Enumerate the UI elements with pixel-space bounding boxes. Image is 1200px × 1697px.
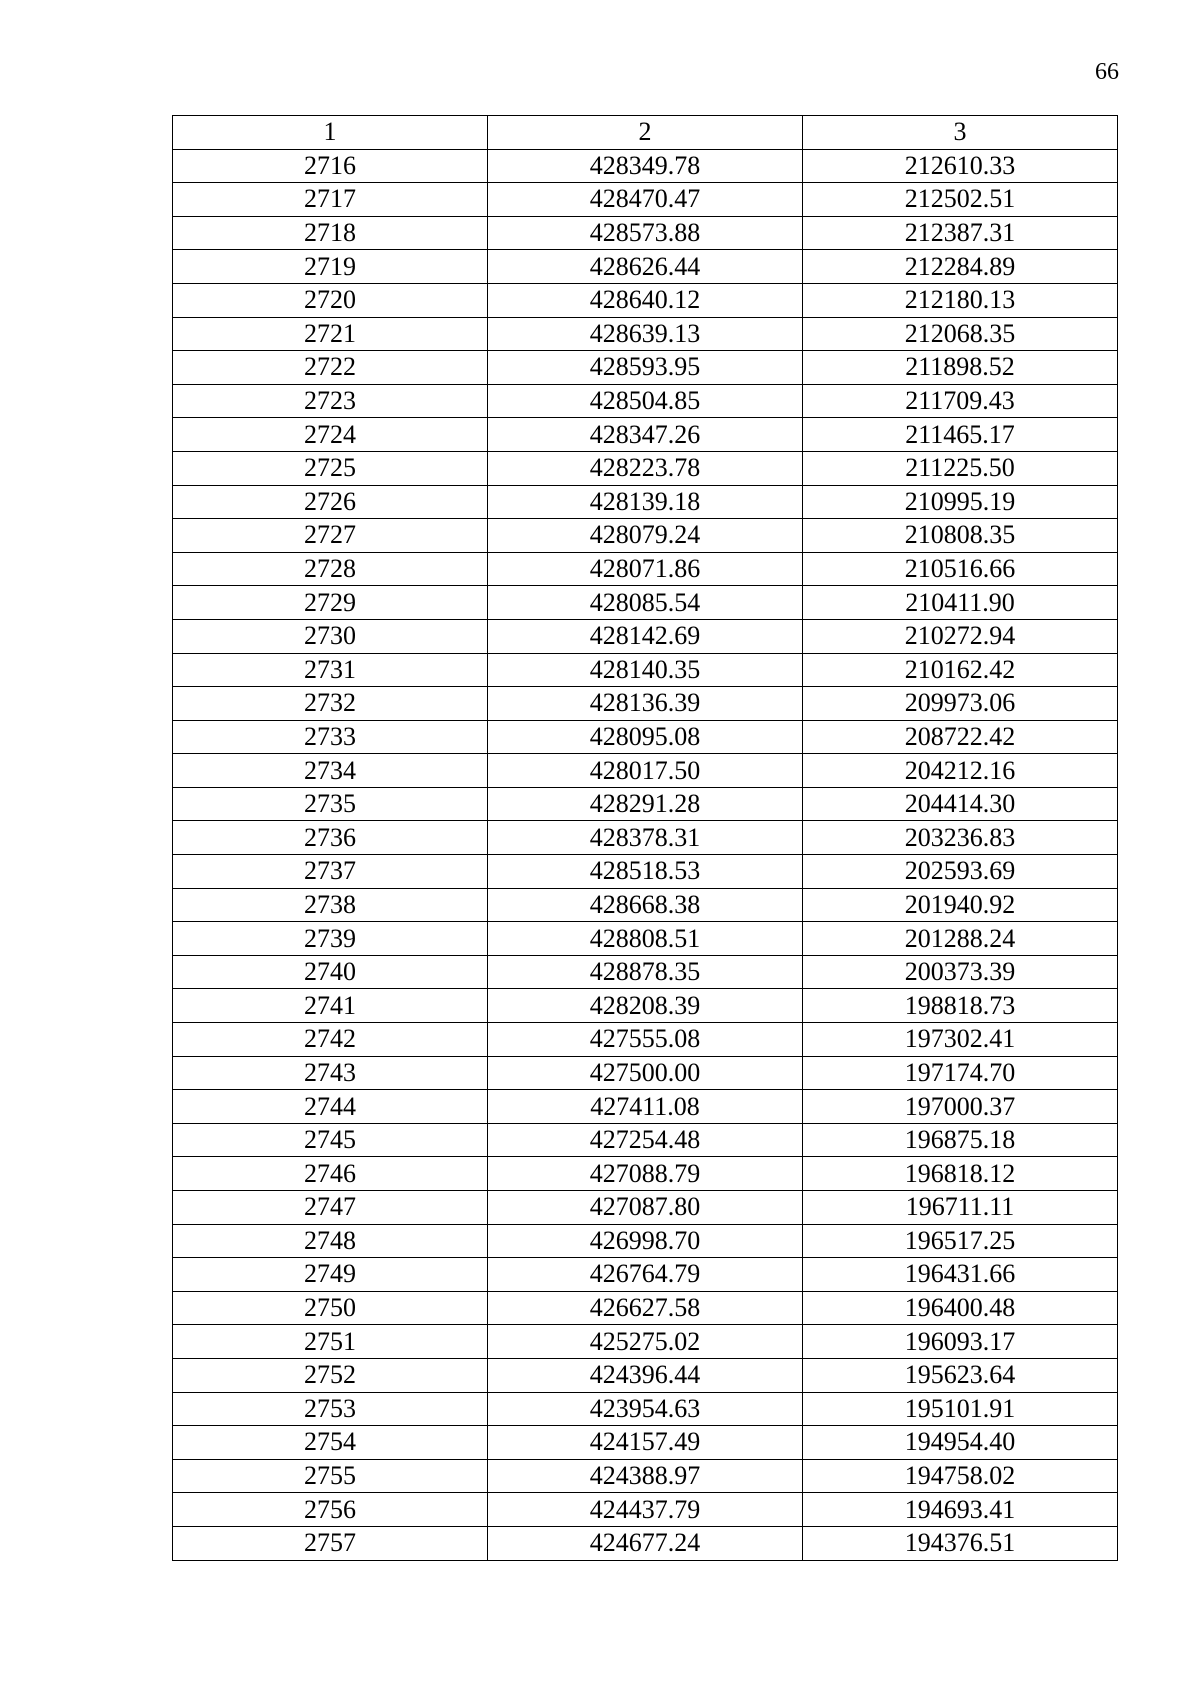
y-coordinate-cell: 198818.73: [803, 989, 1118, 1023]
table-row: [173, 720, 1118, 754]
table-row: [173, 821, 1118, 855]
point-number-cell: 2737: [173, 855, 488, 889]
table-row: [173, 183, 1118, 217]
point-number-cell: 2738: [173, 888, 488, 922]
x-coordinate-cell: 428518.53: [488, 855, 803, 889]
y-coordinate-cell: 212502.51: [803, 183, 1118, 217]
y-coordinate-cell: 212284.89: [803, 250, 1118, 284]
y-coordinate-cell: 210272.94: [803, 619, 1118, 653]
table-row: [173, 149, 1118, 183]
table-row: [173, 653, 1118, 687]
y-coordinate-cell: 204212.16: [803, 754, 1118, 788]
table-row: [173, 1023, 1118, 1057]
table-row: [173, 619, 1118, 653]
table-row: [173, 586, 1118, 620]
header-cell: 3: [803, 116, 1118, 150]
x-coordinate-cell: 428639.13: [488, 317, 803, 351]
point-number-cell: 2719: [173, 250, 488, 284]
x-coordinate-cell: 427088.79: [488, 1157, 803, 1191]
y-coordinate-cell: 212387.31: [803, 216, 1118, 250]
x-coordinate-cell: 428085.54: [488, 586, 803, 620]
point-number-cell: 2749: [173, 1258, 488, 1292]
point-number-cell: 2734: [173, 754, 488, 788]
table-row: [173, 787, 1118, 821]
point-number-cell: 2722: [173, 351, 488, 385]
table-row: [173, 216, 1118, 250]
point-number-cell: 2730: [173, 619, 488, 653]
y-coordinate-cell: 196093.17: [803, 1325, 1118, 1359]
y-coordinate-cell: 194693.41: [803, 1493, 1118, 1527]
point-number-cell: 2731: [173, 653, 488, 687]
table-row: [173, 1526, 1118, 1560]
y-coordinate-cell: 196875.18: [803, 1123, 1118, 1157]
point-number-cell: 2718: [173, 216, 488, 250]
y-coordinate-cell: 211898.52: [803, 351, 1118, 385]
x-coordinate-cell: 428208.39: [488, 989, 803, 1023]
point-number-cell: 2748: [173, 1224, 488, 1258]
x-coordinate-cell: 424437.79: [488, 1493, 803, 1527]
point-number-cell: 2741: [173, 989, 488, 1023]
point-number-cell: 2726: [173, 485, 488, 519]
x-coordinate-cell: 428142.69: [488, 619, 803, 653]
x-coordinate-cell: 427500.00: [488, 1056, 803, 1090]
y-coordinate-cell: 194758.02: [803, 1459, 1118, 1493]
point-number-cell: 2754: [173, 1426, 488, 1460]
y-coordinate-cell: 196711.11: [803, 1191, 1118, 1225]
x-coordinate-cell: 428593.95: [488, 351, 803, 385]
point-number-cell: 2736: [173, 821, 488, 855]
point-number-cell: 2728: [173, 552, 488, 586]
table-row: [173, 1325, 1118, 1359]
y-coordinate-cell: 210162.42: [803, 653, 1118, 687]
point-number-cell: 2733: [173, 720, 488, 754]
y-coordinate-cell: 211709.43: [803, 384, 1118, 418]
y-coordinate-cell: 212610.33: [803, 149, 1118, 183]
y-coordinate-cell: 196431.66: [803, 1258, 1118, 1292]
table-row: [173, 922, 1118, 956]
x-coordinate-cell: 428808.51: [488, 922, 803, 956]
y-coordinate-cell: 196818.12: [803, 1157, 1118, 1191]
point-number-cell: 2752: [173, 1358, 488, 1392]
x-coordinate-cell: 428573.88: [488, 216, 803, 250]
x-coordinate-cell: 428470.47: [488, 183, 803, 217]
header-cell: 2: [488, 116, 803, 150]
table-row: [173, 418, 1118, 452]
table-row: [173, 250, 1118, 284]
x-coordinate-cell: 428349.78: [488, 149, 803, 183]
table-row: [173, 384, 1118, 418]
x-coordinate-cell: 427087.80: [488, 1191, 803, 1225]
x-coordinate-cell: 428378.31: [488, 821, 803, 855]
x-coordinate-cell: 428640.12: [488, 283, 803, 317]
y-coordinate-cell: 197302.41: [803, 1023, 1118, 1057]
table-body: [173, 149, 1118, 1560]
table-row: [173, 519, 1118, 553]
table-row: [173, 1426, 1118, 1460]
y-coordinate-cell: 195623.64: [803, 1358, 1118, 1392]
x-coordinate-cell: 424157.49: [488, 1426, 803, 1460]
x-coordinate-cell: 428017.50: [488, 754, 803, 788]
y-coordinate-cell: 204414.30: [803, 787, 1118, 821]
y-coordinate-cell: 203236.83: [803, 821, 1118, 855]
x-coordinate-cell: 424388.97: [488, 1459, 803, 1493]
point-number-cell: 2739: [173, 922, 488, 956]
y-coordinate-cell: 202593.69: [803, 855, 1118, 889]
x-coordinate-cell: 428878.35: [488, 955, 803, 989]
page-number: 66: [1095, 59, 1119, 85]
coordinates-table: [172, 115, 1118, 1561]
point-number-cell: 2746: [173, 1157, 488, 1191]
table-row: [173, 283, 1118, 317]
y-coordinate-cell: 195101.91: [803, 1392, 1118, 1426]
x-coordinate-cell: 427254.48: [488, 1123, 803, 1157]
x-coordinate-cell: 428291.28: [488, 787, 803, 821]
y-coordinate-cell: 197174.70: [803, 1056, 1118, 1090]
table-row: [173, 1191, 1118, 1225]
y-coordinate-cell: 208722.42: [803, 720, 1118, 754]
point-number-cell: 2742: [173, 1023, 488, 1057]
point-number-cell: 2723: [173, 384, 488, 418]
point-number-cell: 2735: [173, 787, 488, 821]
x-coordinate-cell: 428347.26: [488, 418, 803, 452]
x-coordinate-cell: 425275.02: [488, 1325, 803, 1359]
y-coordinate-cell: 194376.51: [803, 1526, 1118, 1560]
point-number-cell: 2720: [173, 283, 488, 317]
table-row: [173, 1493, 1118, 1527]
point-number-cell: 2744: [173, 1090, 488, 1124]
point-number-cell: 2755: [173, 1459, 488, 1493]
y-coordinate-cell: 194954.40: [803, 1426, 1118, 1460]
table-row: [173, 317, 1118, 351]
table-row: [173, 687, 1118, 721]
point-number-cell: 2756: [173, 1493, 488, 1527]
table-row: [173, 1157, 1118, 1191]
table-header-row: [173, 116, 1118, 150]
point-number-cell: 2724: [173, 418, 488, 452]
point-number-cell: 2716: [173, 149, 488, 183]
table-row: [173, 1358, 1118, 1392]
point-number-cell: 2721: [173, 317, 488, 351]
x-coordinate-cell: 426627.58: [488, 1291, 803, 1325]
table-row: [173, 754, 1118, 788]
x-coordinate-cell: 428668.38: [488, 888, 803, 922]
x-coordinate-cell: 424677.24: [488, 1526, 803, 1560]
table-row: [173, 485, 1118, 519]
y-coordinate-cell: 211465.17: [803, 418, 1118, 452]
point-number-cell: 2750: [173, 1291, 488, 1325]
table-row: [173, 855, 1118, 889]
x-coordinate-cell: 428223.78: [488, 451, 803, 485]
y-coordinate-cell: 196517.25: [803, 1224, 1118, 1258]
point-number-cell: 2725: [173, 451, 488, 485]
table-row: [173, 989, 1118, 1023]
y-coordinate-cell: 201940.92: [803, 888, 1118, 922]
table-row: [173, 1459, 1118, 1493]
y-coordinate-cell: 210808.35: [803, 519, 1118, 553]
y-coordinate-cell: 210995.19: [803, 485, 1118, 519]
x-coordinate-cell: 428504.85: [488, 384, 803, 418]
table-row: [173, 451, 1118, 485]
y-coordinate-cell: 212180.13: [803, 283, 1118, 317]
point-number-cell: 2729: [173, 586, 488, 620]
x-coordinate-cell: 427411.08: [488, 1090, 803, 1124]
table-row: [173, 351, 1118, 385]
y-coordinate-cell: 197000.37: [803, 1090, 1118, 1124]
table-row: [173, 955, 1118, 989]
x-coordinate-cell: 426764.79: [488, 1258, 803, 1292]
table-row: [173, 1056, 1118, 1090]
x-coordinate-cell: 428140.35: [488, 653, 803, 687]
point-number-cell: 2757: [173, 1526, 488, 1560]
table-row: [173, 1291, 1118, 1325]
point-number-cell: 2740: [173, 955, 488, 989]
x-coordinate-cell: 424396.44: [488, 1358, 803, 1392]
x-coordinate-cell: 427555.08: [488, 1023, 803, 1057]
point-number-cell: 2727: [173, 519, 488, 553]
point-number-cell: 2753: [173, 1392, 488, 1426]
point-number-cell: 2747: [173, 1191, 488, 1225]
y-coordinate-cell: 210411.90: [803, 586, 1118, 620]
x-coordinate-cell: 423954.63: [488, 1392, 803, 1426]
x-coordinate-cell: 428136.39: [488, 687, 803, 721]
point-number-cell: 2717: [173, 183, 488, 217]
header-cell: 1: [173, 116, 488, 150]
y-coordinate-cell: 212068.35: [803, 317, 1118, 351]
table-row: [173, 1224, 1118, 1258]
table-row: [173, 888, 1118, 922]
x-coordinate-cell: 428071.86: [488, 552, 803, 586]
point-number-cell: 2732: [173, 687, 488, 721]
y-coordinate-cell: 196400.48: [803, 1291, 1118, 1325]
x-coordinate-cell: 428626.44: [488, 250, 803, 284]
table-row: [173, 1392, 1118, 1426]
table-row: [173, 552, 1118, 586]
y-coordinate-cell: 209973.06: [803, 687, 1118, 721]
y-coordinate-cell: 210516.66: [803, 552, 1118, 586]
point-number-cell: 2745: [173, 1123, 488, 1157]
table-row: [173, 1090, 1118, 1124]
point-number-cell: 2743: [173, 1056, 488, 1090]
table-row: [173, 1258, 1118, 1292]
x-coordinate-cell: 428139.18: [488, 485, 803, 519]
x-coordinate-cell: 428095.08: [488, 720, 803, 754]
point-number-cell: 2751: [173, 1325, 488, 1359]
y-coordinate-cell: 211225.50: [803, 451, 1118, 485]
table-row: [173, 1123, 1118, 1157]
y-coordinate-cell: 200373.39: [803, 955, 1118, 989]
x-coordinate-cell: 426998.70: [488, 1224, 803, 1258]
x-coordinate-cell: 428079.24: [488, 519, 803, 553]
y-coordinate-cell: 201288.24: [803, 922, 1118, 956]
